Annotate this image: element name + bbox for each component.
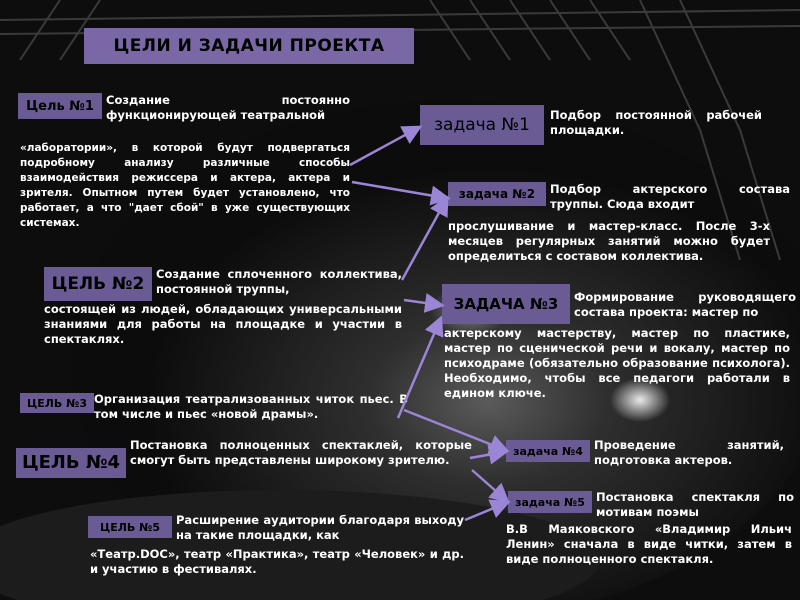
goal-1-text-b: «лаборатории», в которой будут подвергаться подробному анализу различные способы взаимодействия режиссера и актера, актера и зрителя. Опытном путем будет установлено, что работает, а что "дает сбой" в уже существующих системах. (20, 142, 350, 229)
task-3-text-a: Формирование руководящего состава проекта: мастер по (574, 290, 796, 319)
task-5-tag: задача №5 (508, 491, 592, 513)
goal-2-text-a: Создание сплоченного коллектива, постоянной труппы, (156, 267, 402, 296)
task-2-text-a: Подбор актерского состава труппы. Сюда входит (550, 182, 790, 211)
goal-1-text-a: Создание постоянно функционирующей театральной (106, 93, 350, 122)
goal-3-tag: ЦЕЛЬ №3 (20, 393, 94, 413)
task-5-text-a: Постановка спектакля по мотивам поэмы (596, 490, 794, 519)
goal-3-text: Организация театрализованных читок пьес. В том числе и пьес «новой драмы». (94, 392, 408, 421)
task-4-text: Проведение занятий, подготовка актеров. (594, 438, 784, 467)
goal-2-tag: ЦЕЛЬ №2 (44, 267, 152, 301)
goal-2-text-b: состоящей из людей, обладающих универсальными знаниями для работы на площадке и участии в спектаклях. (44, 302, 402, 346)
goal-1-tag: Цель №1 (18, 93, 102, 119)
task-3-text-b: актерскому мастерству, мастер по пластике, мастер по сценической речи и вокалу, мастер по психодраме (обязательно образование психолога). Необходимо, чтобы все педагоги работали в едином ключе. (444, 326, 790, 400)
task-2-text-b: прослушивание и мастер-класс. После 3-х месяцев регулярных занятий можно будет определиться с составом коллектива. (448, 219, 770, 263)
page-title: ЦЕЛИ И ЗАДАЧИ ПРОЕКТА (84, 28, 414, 64)
goal-5-tag: ЦЕЛЬ №5 (88, 516, 172, 538)
goal-4-tag: ЦЕЛЬ №4 (16, 448, 126, 478)
goal-4-text: Постановка полноценных спектаклей, которые смогут быть представлены широкому зрителю. (130, 438, 472, 467)
task-5-text-b: В.В Маяковского «Владимир Ильич Ленин» сначала в виде читки, затем в виде полноценного спектакля. (506, 522, 792, 566)
task-1-text: Подбор постоянной рабочей площадки. (550, 108, 762, 137)
task-4-tag: задача №4 (506, 440, 590, 462)
goal-5-text-b: «Театр.DOC», театр «Практика», театр «Человек» и др. и участию в фестивалях. (90, 547, 464, 576)
task-1-tag: задача №1 (420, 105, 544, 145)
goal-5-text-a: Расширение аудитории благодаря выходу на такие площадки, как (176, 513, 464, 542)
task-2-tag: задача №2 (448, 182, 546, 206)
task-3-tag: ЗАДАЧА №3 (442, 284, 570, 324)
